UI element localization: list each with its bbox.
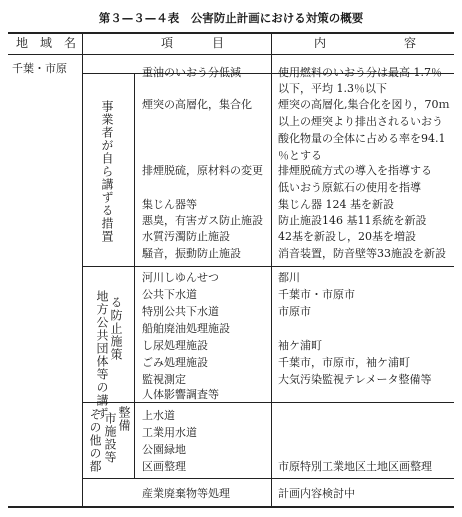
- business-content-7: 消音装置，防音壁等33施設を新設: [278, 247, 446, 260]
- group-business-label: 事業者が自ら講ずる措置: [100, 100, 114, 243]
- local-content-5: 袖ケ浦町: [278, 339, 322, 352]
- header-content-1: 内: [314, 36, 327, 50]
- business-item-2: 煙突の高層化，集合化: [142, 98, 252, 111]
- business-content-2b: 以上の煙突より排出されるいおう: [278, 115, 443, 128]
- business-content-2a: 煙突の高層化,集合化を図り，70ｍ: [278, 98, 450, 111]
- business-content-2d: ％とする: [278, 149, 322, 162]
- other-item-3: 公園緑地: [142, 443, 186, 456]
- business-item-1: 重油のいおう分低減: [142, 66, 241, 79]
- business-content-3b: 低いおう原鉱石の使用を指導: [278, 181, 421, 194]
- business-content-2c: 酸化物量の全体に占める率を94.1: [278, 132, 446, 145]
- table-top-border: [8, 32, 454, 34]
- business-content-5: 防止施設146 基11系統を新設: [278, 214, 427, 227]
- other-item-1: 上水道: [142, 409, 175, 422]
- group-other-label-1: その他の都: [88, 408, 102, 473]
- local-content-1: 都川: [278, 271, 300, 284]
- local-item-6: ごみ処理施設: [142, 356, 208, 369]
- group-separator-3: [82, 478, 454, 479]
- local-item-2: 公共下水道: [142, 288, 197, 301]
- group-separator-2: [82, 402, 454, 403]
- header-item-1: 項: [161, 36, 174, 50]
- business-item-7: 騒音，振動防止施設: [142, 247, 241, 260]
- business-content-1a: 使用燃料のいおう分は最高 1.7％: [278, 66, 442, 79]
- local-content-7: 大気汚染監視テレメータ整備等: [278, 373, 432, 386]
- business-item-4: 集じん器等: [142, 198, 197, 211]
- local-content-6: 千葉市，市原市，袖ケ浦町: [278, 356, 410, 369]
- group-other-label-2: 市施設等: [103, 412, 117, 464]
- group-local-label-1: 地方公共団体等の講ず: [95, 290, 109, 420]
- group-other-label-3: 整備: [117, 406, 131, 432]
- local-content-3: 市原市: [278, 305, 311, 318]
- other-content-4: 市原特別工業地区土地区画整理: [278, 460, 432, 473]
- group-local-label-2: る防止施策: [109, 296, 123, 361]
- table-title: 第３—３—４表 公害防止計画における対策の概要: [98, 11, 364, 25]
- header-bottom-border: [8, 54, 454, 55]
- business-content-1b: 以下，平均 1.3％以下: [278, 82, 387, 95]
- col-divider-content: [271, 32, 272, 507]
- business-item-3: 排煙脱硫，原材料の変更: [142, 164, 263, 177]
- col-divider-group: [134, 73, 135, 478]
- business-content-3a: 排煙脱硫方式の導入を指導する: [278, 164, 432, 177]
- last-content: 計画内容検討中: [278, 487, 355, 500]
- local-item-8: 人体影響調査等: [142, 388, 219, 401]
- table-bottom-border: [8, 506, 454, 508]
- other-item-2: 工業用水道: [142, 426, 197, 439]
- business-item-6: 水質汚濁防止施設: [142, 230, 230, 243]
- business-content-6: 42基を新設し，20基を増設: [278, 230, 416, 243]
- local-item-3: 特別公共下水道: [142, 305, 219, 318]
- local-item-5: し尿処理施設: [142, 339, 208, 352]
- area-name: 千葉・市原: [12, 62, 67, 75]
- business-item-5: 悪臭，有害ガス防止施設: [142, 214, 263, 227]
- group-separator-1: [82, 266, 454, 267]
- header-area: 地 域 名: [16, 36, 77, 50]
- local-item-4: 船舶廃油処理施設: [142, 322, 230, 335]
- col-divider-area: [82, 32, 83, 507]
- header-content-2: 容: [404, 36, 417, 50]
- business-content-4: 集じん器 124 基を新設: [278, 198, 394, 211]
- header-item-2: 目: [212, 36, 225, 50]
- local-content-2: 千葉市・市原市: [278, 288, 355, 301]
- other-item-4: 区画整理: [142, 460, 186, 473]
- last-item: 産業廃棄物等処理: [142, 487, 230, 500]
- local-item-7: 監視測定: [142, 373, 186, 386]
- local-item-1: 河川しゆんせつ: [142, 271, 219, 284]
